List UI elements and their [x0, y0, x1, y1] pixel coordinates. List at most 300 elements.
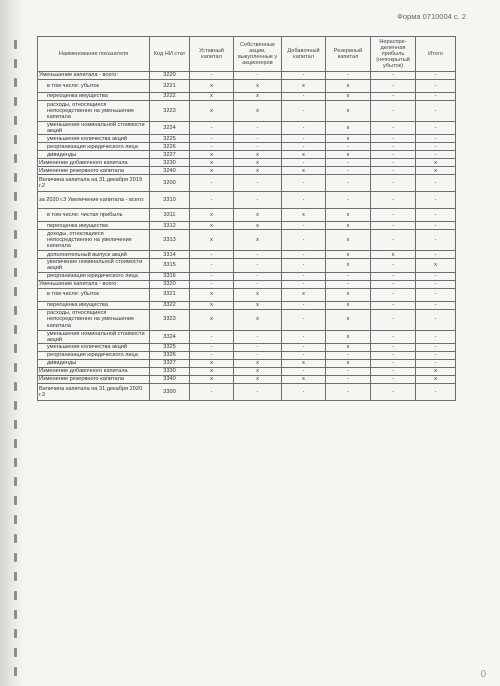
binding-hole — [14, 230, 17, 239]
row-code: 3313 — [150, 230, 190, 251]
header-retained-earnings: Нераспре-деленная прибыль (непокрытый убыток) — [371, 37, 416, 72]
value-cell: x — [234, 101, 282, 122]
row-label: дополнительный выпуск акций — [38, 251, 150, 259]
value-cell: x — [371, 251, 416, 259]
row-code: 3220 — [150, 72, 190, 80]
row-label: уменьшение количества акций — [38, 135, 150, 143]
value-cell: - — [190, 280, 234, 288]
row-label: переоценка имущества — [38, 93, 150, 101]
binding-hole — [14, 192, 17, 201]
value-cell: - — [234, 343, 282, 351]
table-row — [38, 122, 456, 135]
value-cell: x — [234, 359, 282, 367]
table-row — [38, 209, 456, 222]
table-row — [38, 167, 456, 175]
binding-hole — [14, 249, 17, 258]
value-cell: - — [371, 122, 416, 135]
row-label: Изменение добавочного капитала — [38, 159, 150, 167]
row-code: 3230 — [150, 159, 190, 167]
value-cell: x — [416, 159, 456, 167]
value-cell: - — [282, 230, 326, 251]
binding-hole — [14, 287, 17, 296]
binding-hole — [14, 610, 17, 619]
table-row — [38, 367, 456, 375]
value-cell: - — [282, 175, 326, 192]
value-cell: x — [190, 375, 234, 383]
row-label: Величина капитала на 31 декабря 2020 г.3 — [38, 383, 150, 400]
value-cell: - — [282, 343, 326, 351]
table-row — [38, 222, 456, 230]
value-cell: - — [234, 272, 282, 280]
value-cell: - — [371, 159, 416, 167]
row-code: 3224 — [150, 122, 190, 135]
value-cell: - — [416, 343, 456, 351]
value-cell: - — [234, 122, 282, 135]
header-code: Код НИ стат — [150, 37, 190, 72]
value-cell: - — [282, 330, 326, 343]
binding-hole — [14, 477, 17, 486]
row-label: дивиденды — [38, 359, 150, 367]
binding-hole — [14, 173, 17, 182]
value-cell: x — [326, 222, 371, 230]
value-cell: x — [190, 359, 234, 367]
row-label: уменьшение номинальной стоимости акций — [38, 330, 150, 343]
value-cell: - — [371, 301, 416, 309]
header-total: Итого — [416, 37, 456, 72]
value-cell: - — [416, 272, 456, 280]
binding-hole — [14, 553, 17, 562]
value-cell: - — [234, 351, 282, 359]
value-cell: x — [282, 80, 326, 93]
table-row — [38, 359, 456, 367]
row-code: 3325 — [150, 343, 190, 351]
row-label: Изменение резервного капитала — [38, 167, 150, 175]
value-cell: x — [326, 343, 371, 351]
row-code: 3323 — [150, 309, 190, 330]
row-code: 3240 — [150, 167, 190, 175]
value-cell: x — [326, 301, 371, 309]
value-cell: - — [190, 343, 234, 351]
value-cell: - — [371, 209, 416, 222]
value-cell: - — [371, 175, 416, 192]
row-label: реорганизация юридического лица — [38, 351, 150, 359]
binding-hole — [14, 78, 17, 87]
row-code: 3315 — [150, 259, 190, 272]
value-cell: x — [282, 375, 326, 383]
row-label: реорганизация юридического лица — [38, 272, 150, 280]
value-cell: - — [190, 272, 234, 280]
value-cell: - — [416, 135, 456, 143]
value-cell: x — [326, 230, 371, 251]
binding-hole — [14, 211, 17, 220]
binding-hole — [14, 534, 17, 543]
value-cell: - — [416, 143, 456, 151]
value-cell: x — [190, 309, 234, 330]
value-cell: - — [326, 143, 371, 151]
value-cell: - — [190, 122, 234, 135]
row-label: Изменение добавочного капитала — [38, 367, 150, 375]
value-cell: - — [282, 309, 326, 330]
value-cell: - — [371, 72, 416, 80]
binding-hole — [14, 363, 17, 372]
value-cell: x — [234, 209, 282, 222]
value-cell: - — [371, 351, 416, 359]
row-label: Уменьшение капитала - всего: — [38, 72, 150, 80]
value-cell: x — [326, 251, 371, 259]
value-cell: - — [416, 93, 456, 101]
row-label: увеличение номинальной стоимости акций — [38, 259, 150, 272]
table-row — [38, 280, 456, 288]
row-label: в том числе: убыток — [38, 288, 150, 301]
header-authorized-capital: Уставный капитал — [190, 37, 234, 72]
value-cell: - — [326, 375, 371, 383]
row-label: реорганизация юридического лица — [38, 143, 150, 151]
value-cell: - — [326, 280, 371, 288]
value-cell: - — [416, 151, 456, 159]
value-cell: - — [416, 209, 456, 222]
value-cell: - — [234, 251, 282, 259]
value-cell: - — [371, 367, 416, 375]
table-row — [38, 151, 456, 159]
table-row — [38, 251, 456, 259]
row-label: переоценка имущества — [38, 222, 150, 230]
value-cell: x — [282, 167, 326, 175]
value-cell: x — [190, 230, 234, 251]
value-cell: - — [371, 143, 416, 151]
header-additional-capital: Добавочный капитал — [282, 37, 326, 72]
value-cell: - — [234, 135, 282, 143]
value-cell: x — [234, 367, 282, 375]
value-cell: x — [282, 209, 326, 222]
row-code: 3311 — [150, 209, 190, 222]
value-cell: - — [371, 309, 416, 330]
value-cell: x — [234, 167, 282, 175]
binding-hole — [14, 401, 17, 410]
value-cell: - — [234, 143, 282, 151]
value-cell: x — [234, 80, 282, 93]
value-cell: - — [234, 72, 282, 80]
value-cell: - — [326, 167, 371, 175]
value-cell: x — [190, 288, 234, 301]
value-cell: x — [326, 209, 371, 222]
table-row — [38, 301, 456, 309]
binding-hole — [14, 667, 17, 676]
value-cell: x — [326, 259, 371, 272]
value-cell: - — [416, 251, 456, 259]
value-cell: x — [234, 93, 282, 101]
row-label: дивиденды — [38, 151, 150, 159]
binding-hole — [14, 439, 17, 448]
row-label: уменьшение количества акций — [38, 343, 150, 351]
value-cell: x — [326, 101, 371, 122]
value-cell: - — [282, 72, 326, 80]
binding-hole — [14, 154, 17, 163]
row-code: 3225 — [150, 135, 190, 143]
header-reserve-capital: Резервный капитал — [326, 37, 371, 72]
table-row — [38, 351, 456, 359]
table-row — [38, 93, 456, 101]
value-cell: x — [234, 375, 282, 383]
value-cell: x — [416, 367, 456, 375]
row-label: расходы, относящиеся непосредственно на уменьшение капитала — [38, 309, 150, 330]
table-row — [38, 343, 456, 351]
binding-hole — [14, 420, 17, 429]
value-cell: - — [282, 192, 326, 209]
value-cell: - — [371, 259, 416, 272]
value-cell: - — [282, 222, 326, 230]
value-cell: - — [416, 351, 456, 359]
value-cell: x — [326, 359, 371, 367]
value-cell: - — [416, 122, 456, 135]
value-cell: x — [190, 101, 234, 122]
binding-hole — [14, 306, 17, 315]
value-cell: x — [190, 159, 234, 167]
value-cell: - — [282, 143, 326, 151]
value-cell: - — [416, 192, 456, 209]
row-label: расходы, относящиеся непосредственно на уменьшение капитала — [38, 101, 150, 122]
row-code: 3326 — [150, 351, 190, 359]
value-cell: - — [190, 72, 234, 80]
value-cell: - — [190, 135, 234, 143]
value-cell: - — [371, 101, 416, 122]
value-cell: - — [416, 72, 456, 80]
row-code: 3226 — [150, 143, 190, 151]
row-code: 3222 — [150, 93, 190, 101]
table-body — [38, 72, 456, 401]
form-label: Форма 0710004 с. 2 — [397, 12, 466, 21]
row-code: 3321 — [150, 288, 190, 301]
value-cell: - — [416, 359, 456, 367]
row-code: 3227 — [150, 151, 190, 159]
table-row — [38, 330, 456, 343]
binding-hole — [14, 648, 17, 657]
value-cell: - — [282, 93, 326, 101]
value-cell: - — [326, 175, 371, 192]
value-cell: - — [282, 122, 326, 135]
binding-hole — [14, 382, 17, 391]
value-cell: x — [282, 151, 326, 159]
value-cell: x — [416, 167, 456, 175]
value-cell: - — [326, 72, 371, 80]
table-row — [38, 309, 456, 330]
value-cell: - — [190, 192, 234, 209]
binding-hole — [14, 325, 17, 334]
value-cell: x — [234, 288, 282, 301]
value-cell: - — [416, 230, 456, 251]
value-cell: x — [190, 151, 234, 159]
value-cell: x — [234, 230, 282, 251]
value-cell: - — [371, 383, 416, 400]
value-cell: - — [416, 301, 456, 309]
table-row — [38, 192, 456, 209]
row-label: уменьшение номинальной стоимости акций — [38, 122, 150, 135]
binding-hole — [14, 97, 17, 106]
row-code: 3324 — [150, 330, 190, 343]
header-indicator-name: Наименование показателя — [38, 37, 150, 72]
binding-hole — [14, 59, 17, 68]
binding-hole — [14, 40, 17, 49]
value-cell: - — [371, 151, 416, 159]
value-cell: - — [371, 80, 416, 93]
value-cell: x — [234, 222, 282, 230]
row-code: 3200 — [150, 175, 190, 192]
binding-hole — [14, 591, 17, 600]
value-cell: x — [326, 309, 371, 330]
value-cell: - — [190, 251, 234, 259]
binding-hole — [14, 344, 17, 353]
value-cell: x — [326, 151, 371, 159]
table-row — [38, 383, 456, 400]
header-treasury-shares: Собственные акции, выкупленные у акционеров — [234, 37, 282, 72]
value-cell: - — [416, 309, 456, 330]
table-row — [38, 288, 456, 301]
binding-hole — [14, 515, 17, 524]
row-label: переоценка имущества — [38, 301, 150, 309]
value-cell: - — [234, 259, 282, 272]
value-cell: - — [416, 280, 456, 288]
page-binding-edge — [0, 0, 24, 686]
value-cell: - — [371, 330, 416, 343]
value-cell: - — [282, 367, 326, 375]
row-label: Изменение резервного капитала — [38, 375, 150, 383]
binding-hole — [14, 458, 17, 467]
value-cell: - — [371, 167, 416, 175]
value-cell: - — [371, 375, 416, 383]
row-code: 3300 — [150, 383, 190, 400]
value-cell: - — [326, 272, 371, 280]
value-cell: x — [190, 167, 234, 175]
value-cell: - — [190, 175, 234, 192]
value-cell: x — [326, 122, 371, 135]
value-cell: - — [371, 230, 416, 251]
value-cell: x — [416, 375, 456, 383]
value-cell: - — [371, 288, 416, 301]
table-row — [38, 80, 456, 93]
binding-hole — [14, 629, 17, 638]
value-cell: - — [282, 101, 326, 122]
value-cell: - — [190, 259, 234, 272]
binding-hole — [14, 496, 17, 505]
table-row — [38, 101, 456, 122]
value-cell: - — [326, 159, 371, 167]
row-label: Уменьшение капитала - всего: — [38, 280, 150, 288]
value-cell: - — [371, 135, 416, 143]
value-cell: - — [190, 143, 234, 151]
value-cell: x — [326, 330, 371, 343]
value-cell: x — [326, 135, 371, 143]
value-cell: - — [234, 192, 282, 209]
value-cell: - — [416, 383, 456, 400]
table-row — [38, 175, 456, 192]
row-code: 3316 — [150, 272, 190, 280]
binding-hole — [14, 268, 17, 277]
table-row — [38, 272, 456, 280]
value-cell: - — [416, 80, 456, 93]
table-row — [38, 230, 456, 251]
value-cell: x — [190, 209, 234, 222]
value-cell: - — [234, 280, 282, 288]
row-label: в том числе: чистая прибыль — [38, 209, 150, 222]
value-cell: x — [234, 309, 282, 330]
value-cell: - — [282, 135, 326, 143]
row-code: 3312 — [150, 222, 190, 230]
row-code: 3310 — [150, 192, 190, 209]
row-code: 3330 — [150, 367, 190, 375]
corner-mark: 0 — [480, 669, 486, 680]
row-code: 3320 — [150, 280, 190, 288]
value-cell: x — [234, 151, 282, 159]
value-cell: x — [326, 93, 371, 101]
value-cell: - — [326, 351, 371, 359]
row-label: в том числе: убыток — [38, 80, 150, 93]
value-cell: - — [416, 175, 456, 192]
row-label: Величина капитала на 31 декабря 2019 г.2 — [38, 175, 150, 192]
value-cell: x — [282, 359, 326, 367]
row-code: 3322 — [150, 301, 190, 309]
value-cell: x — [234, 159, 282, 167]
binding-hole — [14, 572, 17, 581]
value-cell: x — [282, 288, 326, 301]
row-code: 3314 — [150, 251, 190, 259]
value-cell: - — [416, 101, 456, 122]
value-cell: - — [234, 383, 282, 400]
value-cell: x — [326, 288, 371, 301]
value-cell: x — [416, 259, 456, 272]
row-code: 3221 — [150, 80, 190, 93]
row-label: доходы, относящиеся непосредственно на увеличение капитала — [38, 230, 150, 251]
value-cell: - — [190, 383, 234, 400]
binding-hole — [14, 116, 17, 125]
value-cell: - — [282, 351, 326, 359]
value-cell: - — [416, 330, 456, 343]
value-cell: - — [371, 359, 416, 367]
value-cell: - — [282, 159, 326, 167]
value-cell: x — [190, 301, 234, 309]
table-row — [38, 143, 456, 151]
value-cell: x — [190, 93, 234, 101]
value-cell: - — [234, 175, 282, 192]
value-cell: - — [282, 383, 326, 400]
table-header-row — [38, 37, 456, 72]
value-cell: - — [190, 351, 234, 359]
table-row — [38, 259, 456, 272]
table-row — [38, 72, 456, 80]
value-cell: - — [371, 192, 416, 209]
value-cell: - — [282, 280, 326, 288]
value-cell: - — [326, 383, 371, 400]
value-cell: x — [234, 301, 282, 309]
row-label: за 2020 г.3 Увеличение капитала - всего: — [38, 192, 150, 209]
value-cell: x — [190, 80, 234, 93]
row-code: 3340 — [150, 375, 190, 383]
row-code: 3223 — [150, 101, 190, 122]
value-cell: - — [371, 272, 416, 280]
value-cell: - — [326, 192, 371, 209]
capital-changes-table — [37, 36, 456, 401]
value-cell: - — [371, 222, 416, 230]
value-cell: x — [190, 222, 234, 230]
binding-hole — [14, 135, 17, 144]
table-row — [38, 135, 456, 143]
value-cell: x — [190, 367, 234, 375]
value-cell: - — [416, 288, 456, 301]
value-cell: - — [282, 301, 326, 309]
value-cell: - — [371, 343, 416, 351]
table-row — [38, 159, 456, 167]
value-cell: - — [326, 367, 371, 375]
value-cell: - — [371, 280, 416, 288]
value-cell: - — [282, 259, 326, 272]
